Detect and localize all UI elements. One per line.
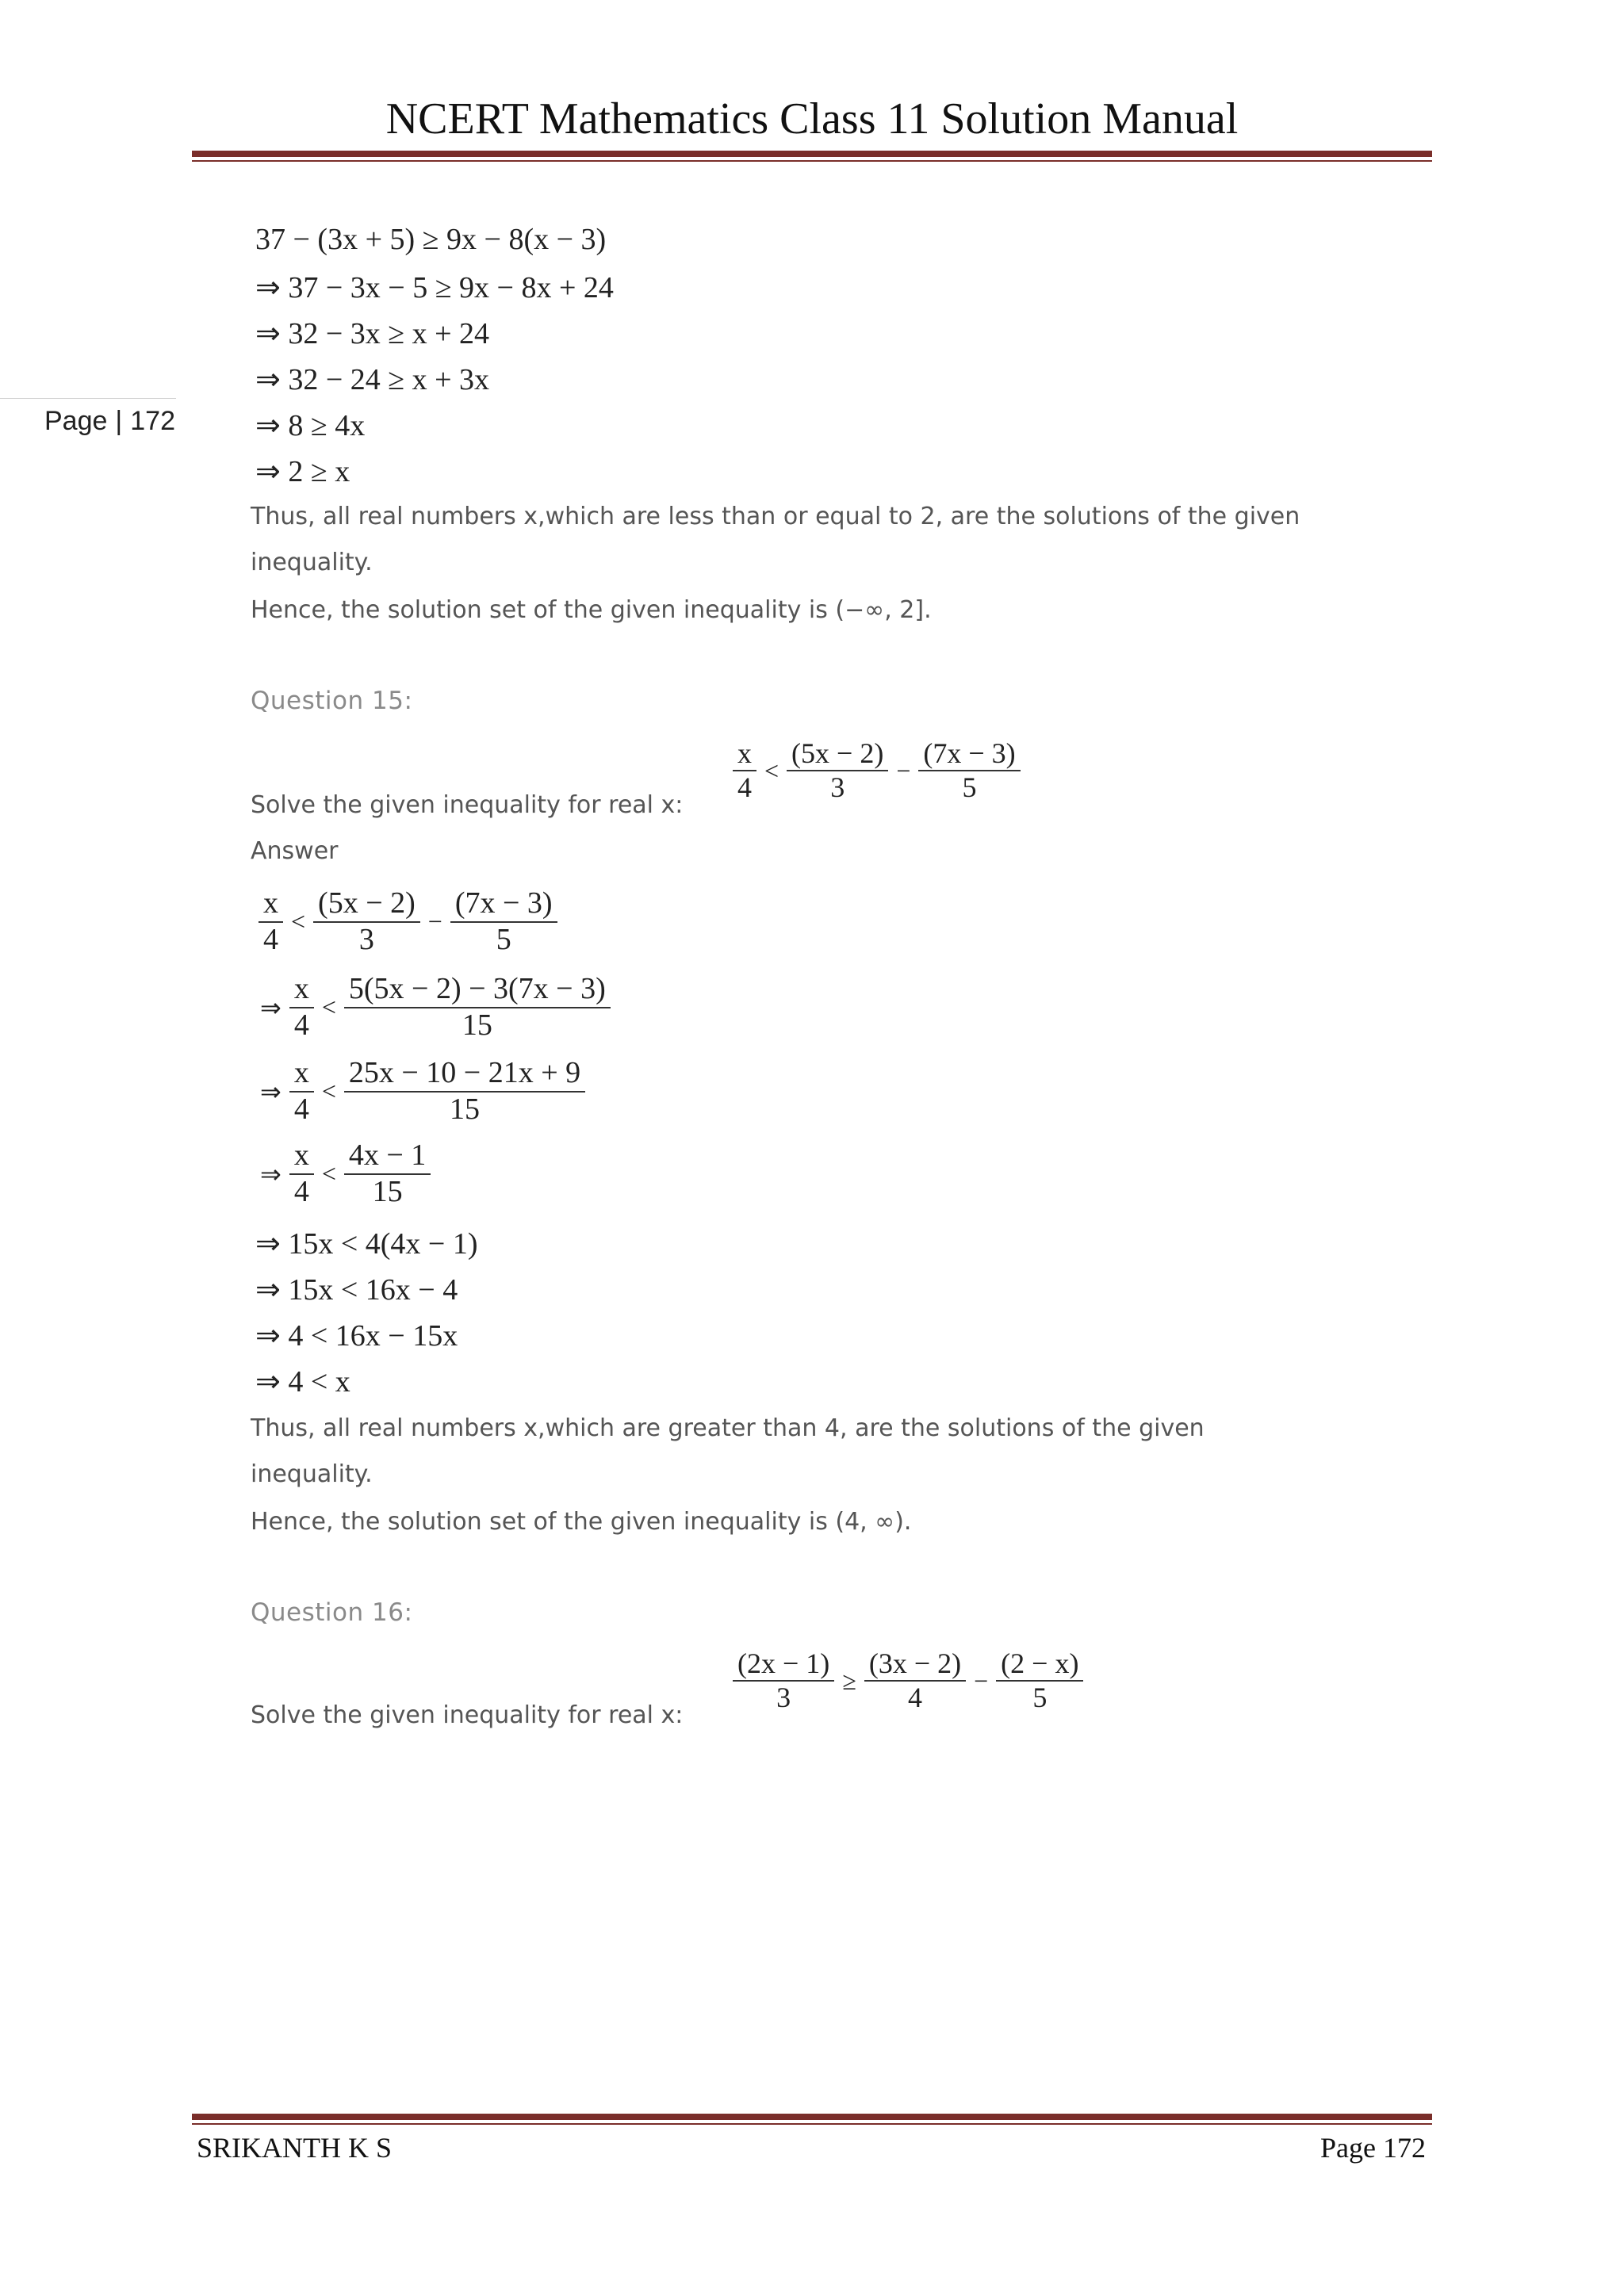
q15-given-op: < [764, 756, 779, 785]
side-page-word: Page [44, 406, 108, 436]
header-rule [192, 151, 1432, 162]
q15-step-6: ⇒ 15x < 16x − 4 [255, 1273, 458, 1307]
q14-step-6: ⇒ 2 ≥ x [255, 455, 350, 488]
q16-given-op: ≥ [842, 1666, 856, 1695]
footer-rule [192, 2114, 1432, 2125]
side-page-separator: | [115, 406, 123, 436]
q15-given-lhs-den: 4 [737, 771, 752, 804]
q15-s3-rhs-num: 25x − 10 − 21x + 9 [344, 1056, 585, 1093]
q14-conclusion-line-2: inequality. [251, 549, 373, 576]
q15-s4-rhs-den: 15 [372, 1174, 403, 1208]
question-15-answer-label: Answer [251, 837, 339, 865]
q16-given-lhs-num: (2x − 1) [733, 1647, 834, 1682]
q15-s4-op: < [321, 1159, 336, 1188]
q15-step-1 [255, 886, 561, 957]
q15-s1-lhs-num: x [259, 886, 283, 923]
q14-step-1: 37 − (3x + 5) ≥ 9x − 8(x − 3) [255, 223, 607, 256]
q15-s2-op: < [321, 993, 336, 1022]
question-15-given-inequality [730, 737, 1024, 805]
q15-s3-lhs-den: 4 [293, 1092, 309, 1126]
side-page-value: 172 [130, 406, 175, 436]
q15-s3-lhs-num: x [289, 1056, 314, 1093]
q15-given-lhs-num: x [733, 737, 756, 771]
q15-s4-lhs-den: 4 [293, 1174, 309, 1208]
question-16-given-inequality [730, 1647, 1086, 1715]
q15-s1-lhs-den: 4 [263, 922, 278, 956]
q15-s4-lhs-num: x [289, 1138, 314, 1175]
q15-s4-arrow: ⇒ [260, 1159, 282, 1188]
q15-s3-rhs-den: 15 [450, 1092, 480, 1126]
side-margin-line [0, 398, 176, 399]
q16-given-t2-num: (2 − x) [996, 1647, 1083, 1682]
q15-s1-t2-num: (7x − 3) [450, 886, 557, 923]
q15-s1-op: < [291, 907, 306, 936]
q15-s1-t2-den: 5 [496, 922, 511, 956]
question-15-prompt: Solve the given inequality for real x: [251, 791, 684, 819]
q15-step-2 [255, 972, 614, 1043]
q14-step-5: ⇒ 8 ≥ 4x [255, 409, 366, 442]
q14-step-4: ⇒ 32 − 24 ≥ x + 3x [255, 363, 490, 396]
q15-step-7: ⇒ 4 < 16x − 15x [255, 1319, 458, 1353]
document-title: NCERT Mathematics Class 11 Solution Manual [385, 94, 1239, 144]
q15-step-5: ⇒ 15x < 4(4x − 1) [255, 1227, 478, 1261]
footer-author: SRIKANTH K S [197, 2132, 393, 2164]
q15-s1-t1-den: 3 [358, 922, 374, 956]
footer-page-number: Page 172 [1320, 2132, 1426, 2164]
q15-solution-set: Hence, the solution set of the given inequality is (4, ∞). [251, 1508, 912, 1536]
side-page-number [44, 406, 175, 437]
q15-given-t2-num: (7x − 3) [918, 737, 1020, 771]
q15-s2-lhs-num: x [289, 972, 314, 1008]
q15-given-t1-den: 3 [830, 771, 845, 804]
q16-given-minus: − [974, 1666, 989, 1695]
q15-step-8: ⇒ 4 < x [255, 1365, 350, 1399]
q14-step-3: ⇒ 32 − 3x ≥ x + 24 [255, 317, 490, 350]
q15-s2-lhs-den: 4 [293, 1008, 309, 1042]
q14-step-2: ⇒ 37 − 3x − 5 ≥ 9x − 8x + 24 [255, 271, 614, 304]
q15-s2-rhs-num: 5(5x − 2) − 3(7x − 3) [344, 972, 611, 1008]
q15-given-t2-den: 5 [962, 771, 977, 804]
q15-step-4 [255, 1138, 434, 1209]
q15-s1-t1-num: (5x − 2) [313, 886, 420, 923]
q15-s3-arrow: ⇒ [260, 1077, 282, 1106]
q15-conclusion-line-1: Thus, all real numbers x,which are greater than 4, are the solutions of the given [251, 1414, 1205, 1442]
q15-given-minus: − [896, 756, 911, 785]
q15-s4-rhs-num: 4x − 1 [344, 1138, 431, 1175]
q14-conclusion-line-1: Thus, all real numbers x,which are less than or equal to 2, are the solutions of the given [251, 503, 1300, 530]
q15-s3-op: < [321, 1077, 336, 1106]
q14-solution-set: Hence, the solution set of the given inequality is (−∞, 2]. [251, 596, 932, 624]
question-16-heading: Question 16: [251, 1598, 413, 1627]
q16-given-lhs-den: 3 [776, 1682, 791, 1714]
q16-given-t2-den: 5 [1032, 1682, 1048, 1714]
q15-step-3 [255, 1056, 588, 1127]
q15-s2-arrow: ⇒ [260, 993, 282, 1022]
q16-given-t1-den: 4 [907, 1682, 922, 1714]
q15-s1-minus: − [427, 907, 442, 936]
q15-s2-rhs-den: 15 [462, 1008, 492, 1042]
q15-conclusion-line-2: inequality. [251, 1460, 373, 1488]
question-15-heading: Question 15: [251, 687, 413, 715]
q15-given-t1-num: (5x − 2) [787, 737, 888, 771]
q16-given-t1-num: (3x − 2) [864, 1647, 966, 1682]
question-16-prompt: Solve the given inequality for real x: [251, 1701, 684, 1729]
